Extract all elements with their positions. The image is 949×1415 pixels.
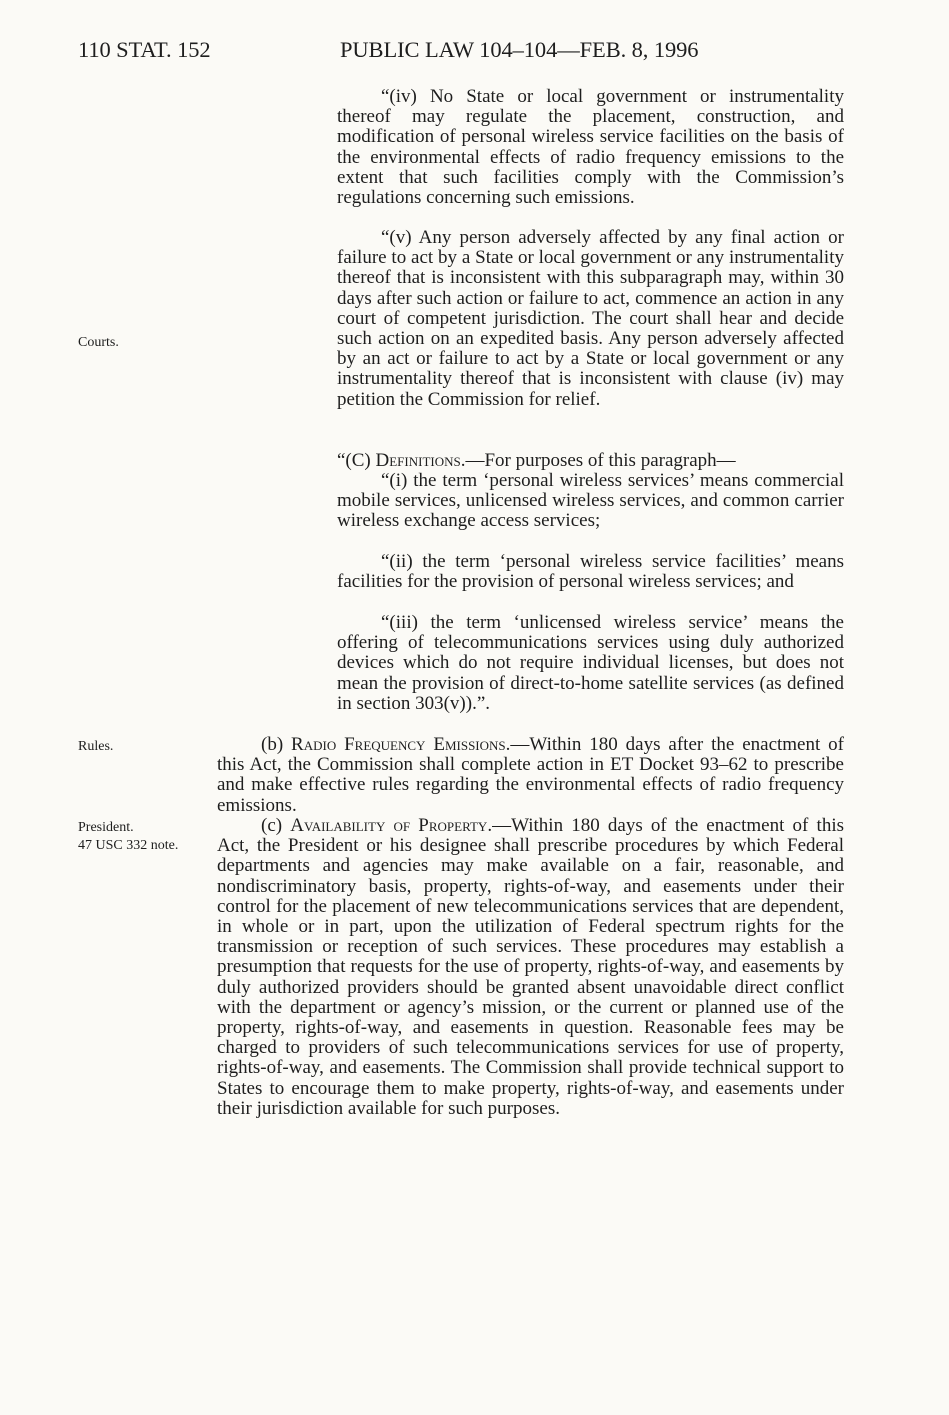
- subparagraph-c-heading: Definitions: [375, 450, 461, 471]
- definition-iii: “(iii) the term ‘unlicensed wireless service’ means the offering of telecommunications services using duly authorized devices which do not require individual licenses, but does not mean the provision of direct-to-home satellite services (as defined in section 303(v)).”.: [337, 612, 844, 714]
- definition-ii: “(ii) the term ‘personal wireless service facilities’ means facilities for the provision of personal wireless services; and: [337, 551, 844, 593]
- running-header: PUBLIC LAW 104–104—FEB. 8, 1996: [340, 37, 699, 62]
- clause-iv: “(iv) No State or local government or instrumentality thereof may regulate the placement, construction, and modification of personal wireless service facilities on the basis of the environmental effects of radio frequency emissions to the extent that such facilities comply with the Commission’s regulations concerning such emissions.: [337, 86, 844, 209]
- subsection-c: [217, 816, 844, 1119]
- subsection-b-label: (b): [261, 734, 292, 755]
- margin-note-usc: 47 USC 332 note.: [78, 838, 179, 853]
- subsection-b-heading: Radio Frequency Emissions: [291, 734, 506, 755]
- subparagraph-c-text: .—For purposes of this paragraph—: [460, 450, 736, 471]
- subsection-b: [217, 735, 844, 816]
- subsection-c-heading: Availability of Property: [290, 815, 488, 836]
- page-stat-citation: 110 STAT. 152: [78, 37, 211, 62]
- subparagraph-c-definitions: [337, 451, 844, 471]
- definition-i: “(i) the term ‘personal wireless services’ means commercial mobile services, unlicensed wireless services, and common carrier wireless exchange access services;: [337, 470, 844, 532]
- subparagraph-c-label: “(C): [337, 450, 376, 471]
- margin-note-rules: Rules.: [78, 739, 114, 754]
- margin-note-president: President.: [78, 820, 134, 835]
- margin-note-courts: Courts.: [78, 335, 119, 350]
- subsection-c-label: (c): [261, 815, 291, 836]
- clause-v: “(v) Any person adversely affected by any final action or failure to act by a State or local government or any instrumentality thereof that is inconsistent with this subparagraph may, within 30 days after such action or failure to act, commence an action in any court of competent jurisdiction. The court shall hear and decide such action on an expedited basis. Any person adversely affected by an act or failure to act by a State or local government or any instrumentality thereof that is inconsistent with clause (iv) may petition the Commission for relief.: [337, 227, 844, 410]
- subsection-b-text: .—Within 180 days after the enactment of this Act, the Commission shall complete action in ET Docket 93–62 to prescribe and make effective rules regarding the environmental effects of radio frequency emissions.: [217, 734, 844, 816]
- subsection-c-text: .—Within 180 days of the enactment of this Act, the President or his designee shall prescribe procedures by which Federal departments and agencies may make available on a fair, reasonable, and nondiscriminatory basis, property, rights-of-way, and easements under their control for the placement of new telecommunications services that are dependent, in whole or in part, upon the utilization of Federal spectrum rights for the transmission or reception of such services. These procedures may establish a presumption that requests for the use of property, rights-of-way, and easements by duly authorized providers should be granted absent unavoidable direct conflict with the department or agency’s mission, or the current or planned use of the property, rights-of-way, and easements in question. Reasonable fees may be charged to providers of such telecommunications services for use of property, rights-of-way, and easements. The Commission shall provide technical support to States to encourage them to make property, rights-of-way, and easements under their jurisdiction available for such purposes.: [217, 815, 844, 1119]
